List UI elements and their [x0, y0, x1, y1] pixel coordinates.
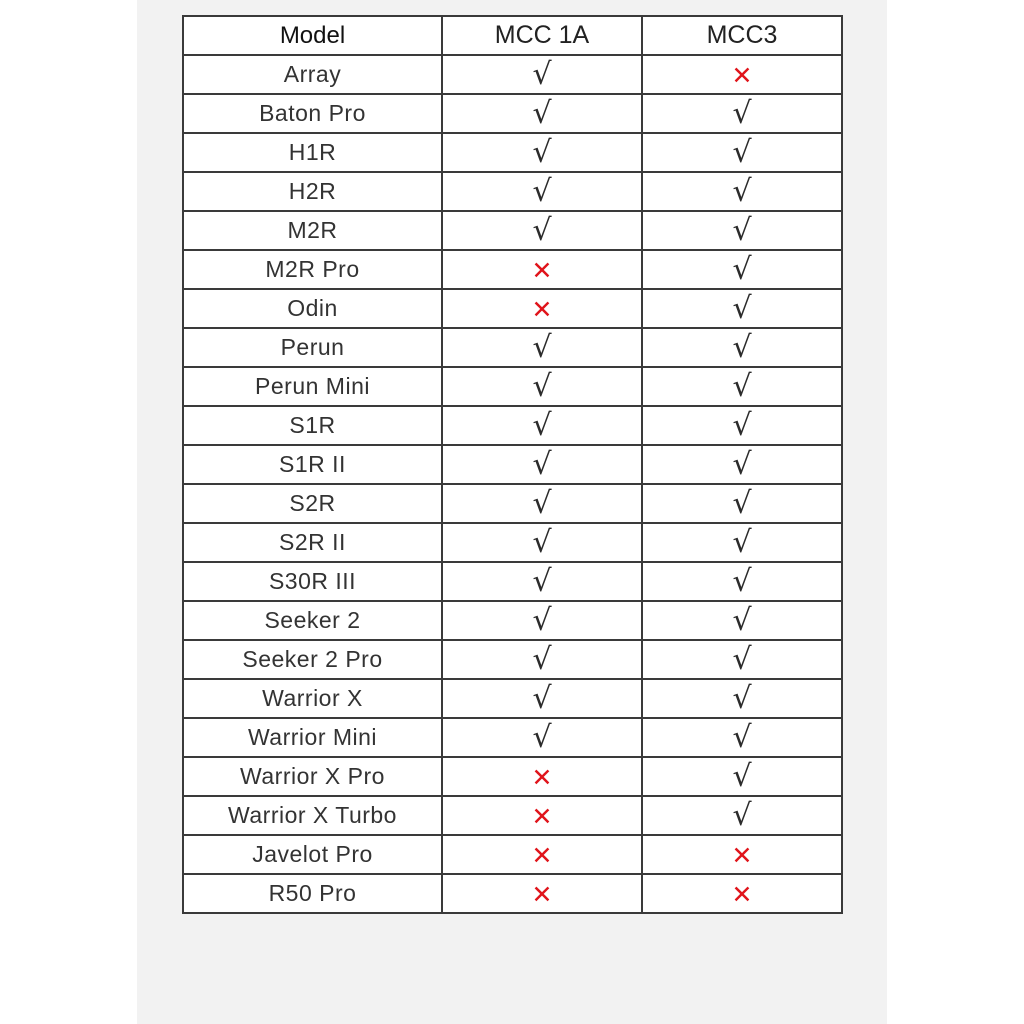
model-name-cell: M2R	[183, 211, 442, 250]
mcc3-support-cell	[642, 718, 842, 757]
model-name-cell: Javelot Pro	[183, 835, 442, 874]
table-row	[183, 133, 842, 172]
model-name-cell: Seeker 2	[183, 601, 442, 640]
model-name-cell: M2R Pro	[183, 250, 442, 289]
table-row	[183, 601, 842, 640]
check-icon: √	[732, 758, 752, 794]
check-icon: √	[732, 368, 752, 404]
mcc3-support-cell	[642, 367, 842, 406]
mcc3-support-cell	[642, 796, 842, 835]
table-body	[183, 55, 842, 913]
mcc-1a-support-cell	[442, 445, 642, 484]
model-name-cell: Array	[183, 55, 442, 94]
model-name-cell: H1R	[183, 133, 442, 172]
mcc3-support-cell	[642, 445, 842, 484]
check-icon: √	[532, 524, 552, 560]
cross-icon: ✕	[531, 801, 553, 831]
table-row	[183, 874, 842, 913]
table-row	[183, 835, 842, 874]
cross-icon: ✕	[531, 294, 553, 324]
header-mcc3: MCC3	[642, 16, 842, 55]
check-icon: √	[732, 485, 752, 521]
table-row	[183, 367, 842, 406]
check-icon: √	[532, 407, 552, 443]
mcc-1a-support-cell	[442, 289, 642, 328]
table-row	[183, 484, 842, 523]
model-name-cell: H2R	[183, 172, 442, 211]
mcc-1a-support-cell	[442, 718, 642, 757]
mcc3-support-cell	[642, 757, 842, 796]
model-name-cell: S1R II	[183, 445, 442, 484]
model-name-cell: Warrior Mini	[183, 718, 442, 757]
check-icon: √	[532, 212, 552, 248]
header-mcc-1a: MCC 1A	[442, 16, 642, 55]
table-row	[183, 562, 842, 601]
mcc3-support-cell	[642, 289, 842, 328]
check-icon: √	[732, 641, 752, 677]
check-icon: √	[532, 680, 552, 716]
check-icon: √	[532, 485, 552, 521]
compatibility-table	[182, 15, 843, 914]
mcc-1a-support-cell	[442, 250, 642, 289]
model-name-cell: Perun Mini	[183, 367, 442, 406]
mcc3-support-cell	[642, 172, 842, 211]
check-icon: √	[732, 407, 752, 443]
cross-icon: ✕	[531, 762, 553, 792]
mcc3-support-cell	[642, 328, 842, 367]
model-name-cell: S30R III	[183, 562, 442, 601]
mcc3-support-cell	[642, 835, 842, 874]
mcc-1a-support-cell	[442, 835, 642, 874]
mcc-1a-support-cell	[442, 757, 642, 796]
table-row	[183, 757, 842, 796]
table-row	[183, 796, 842, 835]
table-row	[183, 211, 842, 250]
mcc3-support-cell	[642, 211, 842, 250]
model-name-cell: Perun	[183, 328, 442, 367]
table-row	[183, 289, 842, 328]
cross-icon: ✕	[531, 879, 553, 909]
check-icon: √	[532, 368, 552, 404]
mcc-1a-support-cell	[442, 133, 642, 172]
check-icon: √	[732, 797, 752, 833]
mcc3-support-cell	[642, 406, 842, 445]
check-icon: √	[732, 563, 752, 599]
mcc-1a-support-cell	[442, 562, 642, 601]
mcc-1a-support-cell	[442, 679, 642, 718]
check-icon: √	[532, 329, 552, 365]
mcc3-support-cell	[642, 250, 842, 289]
mcc3-support-cell	[642, 484, 842, 523]
cross-icon: ✕	[731, 60, 753, 90]
check-icon: √	[532, 134, 552, 170]
mcc-1a-support-cell	[442, 484, 642, 523]
cross-icon: ✕	[731, 879, 753, 909]
check-icon: √	[732, 719, 752, 755]
check-icon: √	[732, 602, 752, 638]
check-icon: √	[732, 212, 752, 248]
check-icon: √	[732, 329, 752, 365]
table-row	[183, 94, 842, 133]
model-name-cell: Warrior X Turbo	[183, 796, 442, 835]
table-row	[183, 172, 842, 211]
table-row	[183, 55, 842, 94]
model-name-cell: S2R II	[183, 523, 442, 562]
check-icon: √	[732, 173, 752, 209]
mcc-1a-support-cell	[442, 796, 642, 835]
cross-icon: ✕	[531, 840, 553, 870]
cross-icon: ✕	[531, 255, 553, 285]
mcc3-support-cell	[642, 640, 842, 679]
model-name-cell: Warrior X	[183, 679, 442, 718]
model-name-cell: Odin	[183, 289, 442, 328]
check-icon: √	[532, 602, 552, 638]
mcc-1a-support-cell	[442, 367, 642, 406]
check-icon: √	[532, 446, 552, 482]
check-icon: √	[732, 134, 752, 170]
model-name-cell: S1R	[183, 406, 442, 445]
cross-icon: ✕	[731, 840, 753, 870]
check-icon: √	[532, 173, 552, 209]
table-row	[183, 679, 842, 718]
table-row	[183, 250, 842, 289]
mcc3-support-cell	[642, 94, 842, 133]
table-row	[183, 328, 842, 367]
mcc-1a-support-cell	[442, 406, 642, 445]
model-name-cell: Baton Pro	[183, 94, 442, 133]
check-icon: √	[732, 524, 752, 560]
table-row	[183, 406, 842, 445]
mcc-1a-support-cell	[442, 172, 642, 211]
mcc3-support-cell	[642, 601, 842, 640]
table-row	[183, 640, 842, 679]
check-icon: √	[732, 251, 752, 287]
model-name-cell: R50 Pro	[183, 874, 442, 913]
table-row	[183, 523, 842, 562]
mcc-1a-support-cell	[442, 94, 642, 133]
check-icon: √	[732, 680, 752, 716]
mcc3-support-cell	[642, 874, 842, 913]
table-header-row	[183, 16, 842, 55]
mcc3-support-cell	[642, 55, 842, 94]
mcc-1a-support-cell	[442, 55, 642, 94]
check-icon: √	[732, 446, 752, 482]
check-icon: √	[732, 290, 752, 326]
table-row	[183, 718, 842, 757]
check-icon: √	[532, 641, 552, 677]
mcc-1a-support-cell	[442, 640, 642, 679]
mcc3-support-cell	[642, 562, 842, 601]
table-row	[183, 445, 842, 484]
mcc-1a-support-cell	[442, 601, 642, 640]
mcc3-support-cell	[642, 679, 842, 718]
check-icon: √	[532, 563, 552, 599]
mcc-1a-support-cell	[442, 523, 642, 562]
mcc-1a-support-cell	[442, 874, 642, 913]
model-name-cell: Seeker 2 Pro	[183, 640, 442, 679]
check-icon: √	[532, 56, 552, 92]
model-name-cell: S2R	[183, 484, 442, 523]
check-icon: √	[532, 719, 552, 755]
mcc3-support-cell	[642, 133, 842, 172]
model-name-cell: Warrior X Pro	[183, 757, 442, 796]
check-icon: √	[532, 95, 552, 131]
mcc-1a-support-cell	[442, 211, 642, 250]
check-icon: √	[732, 95, 752, 131]
mcc-1a-support-cell	[442, 328, 642, 367]
mcc3-support-cell	[642, 523, 842, 562]
header-model: Model	[183, 16, 442, 55]
